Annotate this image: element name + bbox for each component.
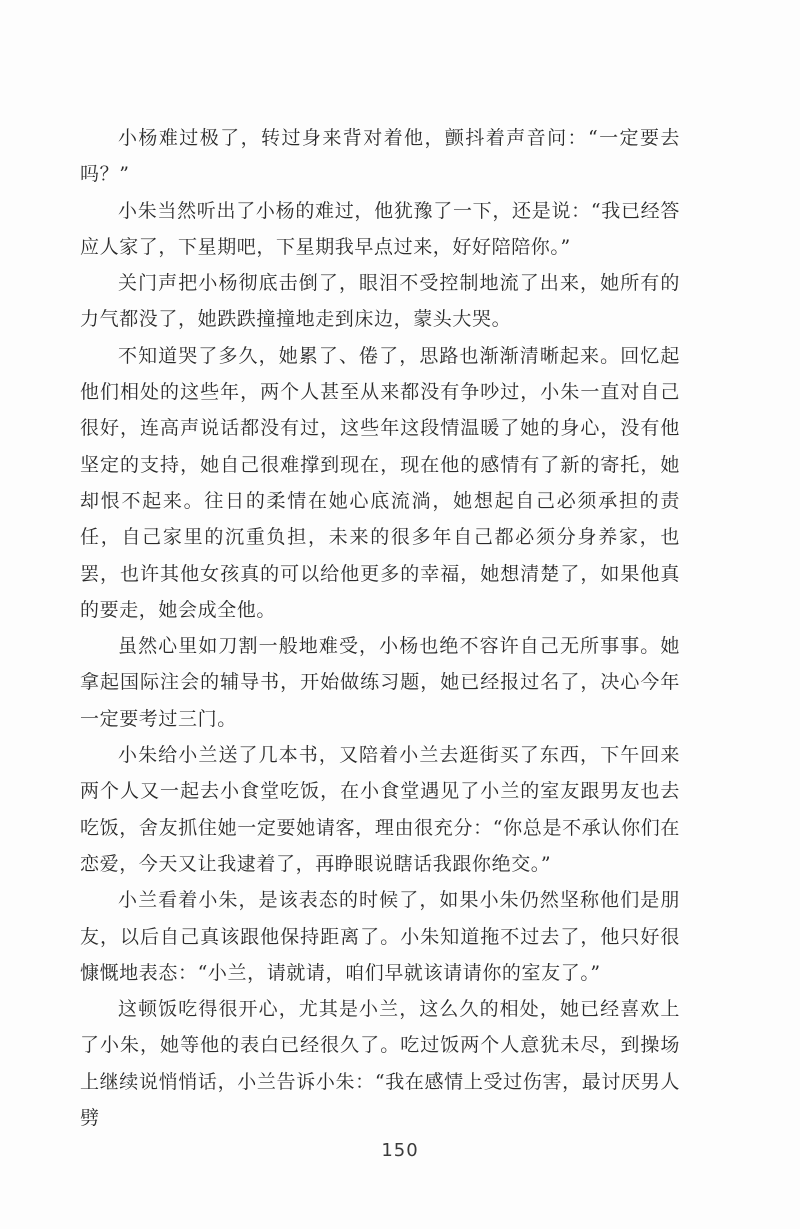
paragraph-3: 关门声把小杨彻底击倒了，眼泪不受控制地流了出来，她所有的力气都没了，她跌跌撞撞地走到床边，蒙头大哭。 bbox=[80, 272, 680, 331]
paragraph-5: 虽然心里如刀割一般地难受，小杨也绝不容许自己无所事事。她拿起国际注会的辅导书，开始做练习题，她已经报过名了，决心今年一定要考过三门。 bbox=[80, 635, 680, 730]
paragraph-4: 不知道哭了多久，她累了、倦了，思路也渐渐清晰起来。回忆起他们相处的这些年，两个人甚至从来都没有争吵过，小朱一直对自己很好，连高声说话都没有过，这些年这段情温暖了她的身心，没有他坚定的支持，她自己很难撑到现在，现在他的感情有了新的寄托，她却恨不起来。往日的柔情在她心底流淌，她想起自己必须承担的责任，自己家里的沉重负担，未来的很多年自己都必须分身养家，也罢，也许其他女孩真的可以给他更多的幸福，她想清楚了，如果他真的要走，她会成全他。 bbox=[80, 344, 680, 621]
body-text bbox=[80, 120, 680, 1136]
paragraph-6: 小朱给小兰送了几本书，又陪着小兰去逛街买了东西，下午回来两个人又一起去小食堂吃饭，在小食堂遇见了小兰的室友跟男友也去吃饭，舍友抓住她一定要她请客，理由很充分：“你总是不承认你们在恋爱，今天又让我逮着了，再睁眼说瞎话我跟你绝交。” bbox=[80, 744, 680, 875]
paragraph-1: 小杨难过极了，转过身来背对着他，颤抖着声音问：“一定要去吗？” bbox=[80, 127, 680, 186]
paragraph-7: 小兰看着小朱，是该表态的时候了，如果小朱仍然坚称他们是朋友，以后自己真该跟他保持距离了。小朱知道拖不过去了，他只好很慷慨地表态：“小兰，请就请，咱们早就该请请你的室友了。” bbox=[80, 889, 680, 984]
paragraph-8: 这顿饭吃得很开心，尤其是小兰，这么久的相处，她已经喜欢上了小朱，她等他的表白已经很久了。吃过饭两个人意犹未尽，到操场上继续说悄悄话，小兰告诉小朱：“我在感情上受过伤害，最讨厌男人劈 bbox=[80, 998, 680, 1130]
page-number: 150 bbox=[381, 1140, 419, 1161]
paragraph-2: 小朱当然听出了小杨的难过，他犹豫了一下，还是说：“我已经答应人家了，下星期吧，下星期我早点过来，好好陪陪你。” bbox=[80, 199, 680, 258]
